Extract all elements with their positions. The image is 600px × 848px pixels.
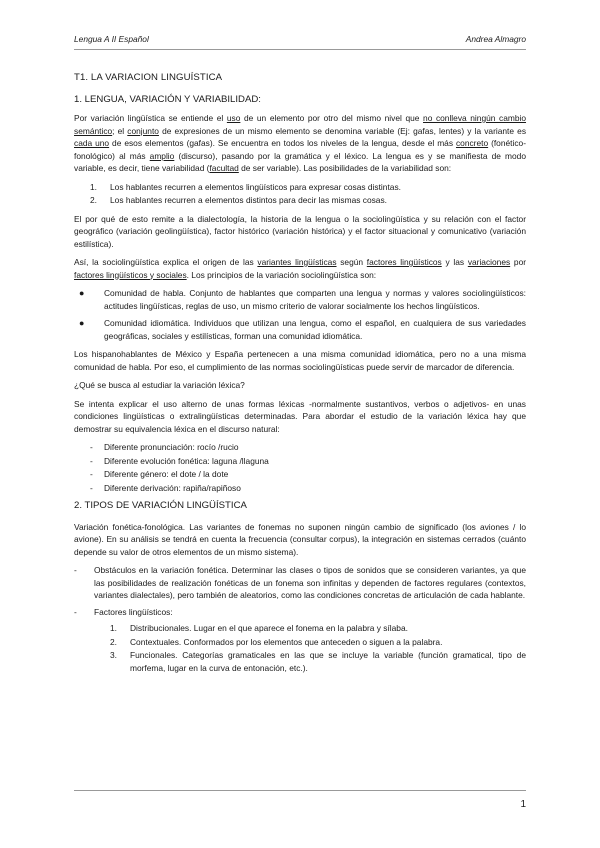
header-author: Andrea Almagro	[465, 34, 526, 44]
list-item: 1. Distribucionales. Lugar en el que aparece el fonema en la palabra y sílaba.	[110, 623, 408, 633]
list-item: ● Comunidad de habla. Conjunto de hablantes que comparten una lengua y normas y valores sociolingüísticos: actitudes lingüísticas, reglas de uso, un mismo criterio de valorar socialmente los hechos lingüísticos.	[79, 288, 526, 311]
list-item: - Diferente pronunciación: rocío /rucio	[90, 442, 239, 452]
section-1-heading: 1. LENGUA, VARIACIÓN Y VARIABILIDAD:	[74, 93, 261, 105]
principles-list	[74, 287, 526, 342]
header-course: Lengua A II Español	[74, 34, 149, 44]
list-item: 3. Funcionales. Categorías gramaticales en las que se incluye la variable (función gramatical, tipo de morfema, lugar en la curva de entonación, etc.).	[110, 650, 526, 673]
list-item: ● Comunidad idiomática. Individuos que utilizan una lengua, como el español, en cualquiera de sus variedades geográficas, sociales y estilísticas, forman una comunidad idiomática.	[79, 318, 526, 341]
bullet-icon: ●	[79, 288, 85, 298]
section-2-heading: 2. TIPOS DE VARIACIÓN LINGÜÍSTICA	[74, 500, 247, 511]
list-item: - Obstáculos en la variación fonética. Determinar las clases o tipos de sonidos que se consideren variantes, ya que las posibilidades de realización fonéticas de un fonema son infinitas y dependen de factores regulares (contextos, variantes dialectales), pero también de aleatorios, como las condiciones concretas de articulación de cada hablante.	[74, 565, 526, 600]
factors-list	[94, 622, 526, 674]
list-item: 2. Los hablantes recurren a elementos distintos para decir las mismas cosas.	[90, 195, 387, 205]
list-item: - Diferente derivación: rapiña/rapiñoso	[90, 482, 241, 493]
bullet-icon: ●	[79, 318, 85, 328]
section-1-paragraph-1: Por variación lingüística se entiende el uso de un elemento por otro del mismo nivel que no conlleva ningún cambio semántico; el conjunto de expresiones de un mismo elemento se denomina variable (Ej: gafas, lentes) y la variante es cada uno de esos elementos (gafas). Se encuentra en todos los niveles de la lengua, desde el más concreto (fonético-fonológico) al más amplio (discurso), pasando por la gramática y el léxico. La lengua es y se manifiesta de modo variable, es decir, tiene variabilidad (facultad de ser variable). Las posibilidades de la variabilidad son:	[74, 113, 527, 173]
page-number: 1	[520, 799, 526, 810]
lexical-variation-list	[74, 441, 526, 494]
list-item: - Diferente evolución fonética: laguna /llaguna	[90, 455, 269, 466]
section-1-paragraph-4: Los hispanohablantes de México y España pertenecen a una misma comunidad idiomática, pero no a una misma comunidad de habla. Por eso, el cumplimiento de las normas sociolingüísticas puede servir de marcador de diferencia.	[74, 349, 526, 372]
document-title: T1. LA VARIACION LINGUÍSTICA	[74, 72, 223, 83]
list-item: - Diferente género: el dote / la dote	[90, 469, 229, 479]
section-1-paragraph-3: Así, la sociolingüística explica el origen de las variantes lingüísticas según factores lingüísticos y las variaciones por factores lingüísticos y sociales. Los principios de la variación sociolingüística son:	[74, 257, 527, 280]
variability-list	[74, 181, 526, 207]
phonetic-variation-list	[74, 564, 526, 674]
header-divider	[74, 49, 526, 50]
document-body	[74, 72, 526, 680]
list-item: 2. Contextuales. Conformados por los elementos que anteceden o siguen a la palabra.	[110, 636, 443, 647]
list-item: 1. Los hablantes recurren a elementos lingüísticos para expresar cosas distintas.	[90, 181, 401, 192]
list-item: - Factores lingüísticos: 1. Distribucionales. Lugar en el que aparece el fonema en la palabra y sílaba. 2. Contextuales. Conformados por los elementos que anteceden o siguen a la palabra. 3. Funcionales. Categorías gramaticales en las que se incluye la variable (función gramatical, tipo de morfema, lugar en la curva de entonación, etc.).	[74, 606, 526, 673]
footer-divider	[74, 790, 526, 791]
section-1-paragraph-5: Se intenta explicar el uso alterno de unas formas léxicas -normalmente sustantivos, verbos o adjetivos- en unas condiciones lingüísticas o extralingüísticas determinadas. Para abordar el estudio de la variación léxica hay que demostrar su equivalencia léxica en el discurso natural:	[74, 398, 526, 434]
section-1-question: ¿Qué se busca al estudiar la variación léxica?	[74, 380, 245, 390]
page-header	[74, 34, 526, 44]
section-1-paragraph-2: El por qué de esto remite a la dialectología, la historia de la lengua o la sociolingüística y su relación con el factor geográfico (variación geolingüística), factor histórico (variación histórica) y el factor situacional y comunicativo (variación estilística).	[74, 213, 526, 249]
section-2-paragraph-1: Variación fonética-fonológica. Las variantes de fonemas no suponen ningún cambio de significado (los aviones / lo avione). En su análisis se tendrá en cuenta la frecuencia (consultar corpus), la integración en sistemas cerrados (cuánto depende su valor de otros elementos de un mismo sistema).	[74, 521, 526, 557]
